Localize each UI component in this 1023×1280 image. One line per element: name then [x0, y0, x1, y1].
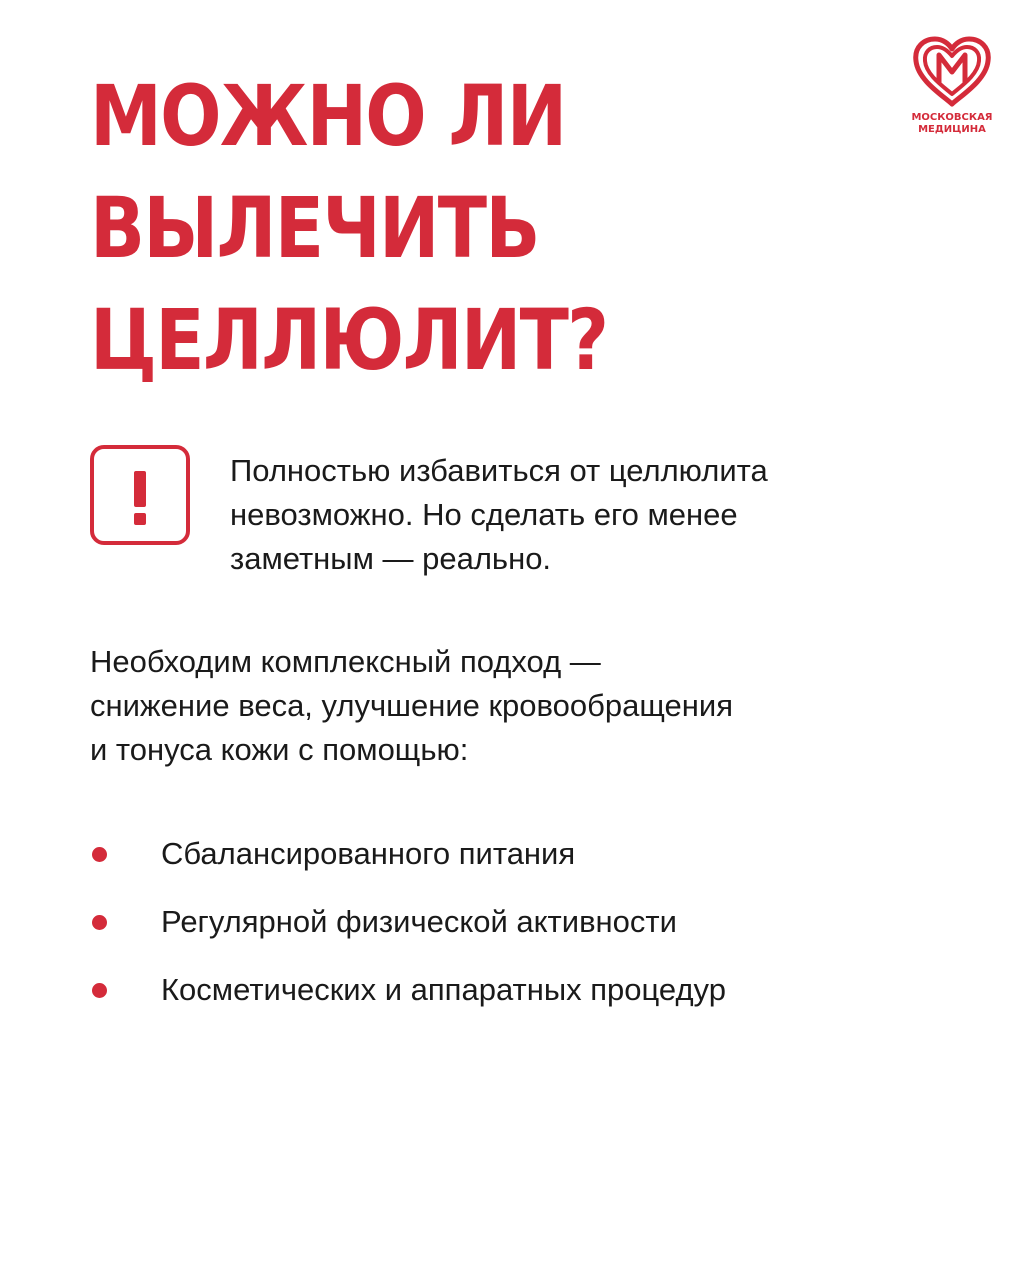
page-title — [90, 60, 607, 396]
list-item — [90, 956, 726, 1024]
title-line-3: ЦЕЛЛЮЛИТ? — [90, 291, 608, 389]
brand-logo — [906, 36, 998, 136]
logo-text — [906, 112, 998, 136]
title-line-1: МОЖНО ЛИ — [90, 67, 566, 165]
title-line-2: ВЫЛЕЧИТЬ — [90, 179, 539, 277]
logo-line-1: МОСКОВСКАЯ — [911, 112, 993, 123]
warning-line-1: Полностью избавиться от целлюлита — [230, 453, 768, 488]
bullet-dot-icon — [92, 983, 107, 998]
warning-line-2: невозможно. Но сделать его менее — [230, 497, 738, 532]
bullet-dot-icon — [92, 847, 107, 862]
list-item — [90, 888, 726, 956]
approach-line-3: и тонуса кожи с помощью: — [90, 732, 469, 767]
bullet-dot-icon — [92, 915, 107, 930]
approach-line-2: снижение веса, улучшение кровообращения — [90, 688, 733, 723]
logo-line-2: МЕДИЦИНА — [918, 124, 986, 135]
approach-line-1: Необходим комплексный подход — — [90, 644, 601, 679]
approach-paragraph — [90, 640, 970, 772]
list-item-label: Сбалансированного питания — [161, 836, 576, 871]
heart-m-logo-icon — [912, 36, 992, 108]
list-item-label: Косметических и аппаратных процедур — [161, 972, 726, 1007]
list-item — [90, 820, 726, 888]
warning-badge — [90, 445, 190, 545]
warning-line-3: заметным — реально. — [230, 541, 552, 576]
warning-text — [230, 449, 950, 581]
exclamation-icon — [94, 449, 186, 541]
list-item-label: Регулярной физической активности — [161, 904, 677, 939]
bullet-list — [90, 820, 726, 1024]
